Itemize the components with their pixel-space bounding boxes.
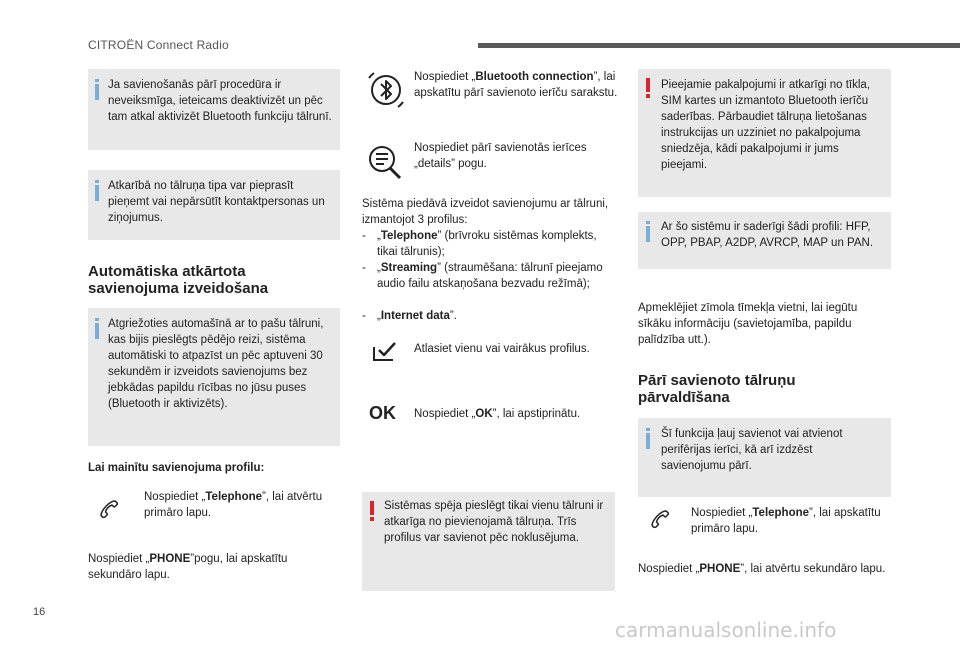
step-text: Nospiediet „ <box>144 491 206 503</box>
step-open-telephone-primary <box>691 505 891 537</box>
step-confirm-ok <box>414 406 614 422</box>
note-compatible-profiles: Ar šo sistēmu ir saderīgi šādi profili: HFP, OPP, PBAP, A2DP, AVRCP, MAP un PAN. <box>661 221 874 249</box>
warning-icon <box>646 78 650 92</box>
bluetooth-icon <box>366 70 406 110</box>
checkbox-icon <box>371 338 401 364</box>
list-dash: - <box>362 310 366 322</box>
step-bluetooth-connection <box>414 69 618 101</box>
quote: „ <box>377 310 381 322</box>
step-phone-secondary <box>638 561 888 577</box>
profile-desc: ” (straumēšana: tālrunī pieejamo audio failu atskaņošana bezvadu režīmā); <box>377 262 603 290</box>
profile-name: Telephone <box>380 230 438 242</box>
warning-icon-dot <box>370 517 374 521</box>
header-rule <box>478 43 960 48</box>
list-dash: - <box>362 230 366 242</box>
step-text: Nospiediet „ <box>414 71 476 83</box>
note-pairing-failure: Ja savienošanās pārī procedūra ir neveiksmīga, ieteicams deaktivizēt un pēc tam atkal aktivizēt Bluetooth funkciju tālrunī. <box>108 79 332 123</box>
subheading-change-profile: Lai mainītu savienojuma profilu: <box>88 462 265 474</box>
info-icon-bar <box>95 84 99 100</box>
step-text: ”, lai apskatītu pārī savienoto ierīču sarakstu. <box>414 71 618 99</box>
warning-services: Pieejamie pakalpojumi ir atkarīgi no tīkla, SIM kartes un izmantoto Bluetooth ierīču saderības. Pārbaudiet tālruņa lietošanas instrukcijas un uzziniet no pakalpojuma sniedzēja, kādi pakalpojumi ir jums pieejami. <box>661 79 871 171</box>
profile-name: Streaming <box>380 262 438 274</box>
step-text: ”, lai apskatītu primāro lapu. <box>691 507 881 535</box>
step-select-profiles: Atlasiet vienu vai vairākus profilus. <box>414 343 590 355</box>
info-icon-bar <box>646 433 650 449</box>
step-text: Nospiediet „ <box>691 507 753 519</box>
info-icon-bar <box>95 185 99 201</box>
profile-name: Internet data <box>380 310 450 322</box>
step-text: Nospiediet „ <box>414 408 476 420</box>
running-header-title: CITROËN Connect Radio <box>88 38 229 52</box>
telephone-icon <box>648 506 674 532</box>
list-dash: - <box>362 262 366 274</box>
section-heading-auto-reconnect: Automātiska atkārtota savienojuma izveidošana <box>88 263 269 297</box>
telephone-button-label: Telephone <box>752 507 810 519</box>
step-open-telephone <box>144 489 344 521</box>
list-item-text <box>377 228 617 260</box>
quote: „ <box>377 262 381 274</box>
ok-button-label: OK <box>475 408 493 420</box>
note-contacts: Atkarībā no tālruņa tipa var pieprasīt pieņemt vai nepārsūtīt kontaktpersonas un ziņojumus. <box>108 180 325 224</box>
step-details: Nospiediet pārī savienotās ierīces „details” pogu. <box>414 142 587 170</box>
note-auto-reconnect: Atgriežoties automašīnā ar to pašu tālruni, kas bijis pieslēgts pēdējo reizi, sistēma automātiski to atpazīst un pēc aptuveni 30 sekundēm ir izveidots savienojums bez jebkādas papildu rīcības no jūsu puses (Bluetooth ir aktivizēts). <box>108 318 324 410</box>
profile-desc: ” (brīvroku sistēmas komplekts, tikai tālrunis); <box>377 230 597 258</box>
details-icon <box>366 141 408 181</box>
page-number: 16 <box>33 606 46 618</box>
info-icon <box>646 221 650 224</box>
warning-icon <box>370 501 374 515</box>
bluetooth-connection-label: Bluetooth connection <box>475 71 594 83</box>
info-icon-bar <box>95 323 99 339</box>
ok-icon: OK <box>369 403 396 423</box>
info-icon <box>646 428 650 431</box>
note-manage-paired: Šī funkcija ļauj savienot vai atvienot perifērijas ierīci, kā arī izdzēst savienojumu pārī. <box>661 428 843 472</box>
warning-single-phone: Sistēmas spēja pieslēgt tikai vienu tālruni ir atkarīga no pievienojamā tālruņa. Trīs profilus var savienot pēc noklusējuma. <box>384 500 604 544</box>
watermark: carmanualsonline.info <box>615 618 837 642</box>
info-icon <box>95 180 99 183</box>
section-heading-manage-paired: Pārī savienoto tālruņu pārvaldīšana <box>638 372 796 406</box>
brand-website-paragraph: Apmeklējiet zīmola tīmekļa vietni, lai iegūtu sīkāku informāciju (savietojamība, papildu palīdzība utt.). <box>638 302 858 346</box>
info-icon <box>95 318 99 321</box>
phone-button-label: PHONE <box>149 553 191 565</box>
info-icon <box>95 79 99 82</box>
step-text: Nospiediet „ <box>638 563 700 575</box>
step-text: ”, lai atvērtu primāro lapu. <box>144 491 323 519</box>
quote: „ <box>377 230 381 242</box>
info-icon-bar <box>646 226 650 242</box>
step-text: ”pogu, lai apskatītu sekundāro lapu. <box>88 553 288 581</box>
phone-button-label: PHONE <box>699 563 741 575</box>
telephone-button-label: Telephone <box>205 491 263 503</box>
step-text: Nospiediet „ <box>88 553 150 565</box>
warning-icon-dot <box>646 94 650 98</box>
list-item-text <box>377 260 617 292</box>
step-text: ”, lai apstiprinātu. <box>492 408 581 420</box>
step-text: ”, lai atvērtu sekundāro lapu. <box>740 563 886 575</box>
step-phone-secondary <box>88 551 338 583</box>
list-item-text <box>377 308 617 324</box>
profiles-intro: Sistēma piedāvā izveidot savienojumu ar tālruni, izmantojot 3 profilus: <box>362 198 609 226</box>
telephone-icon <box>97 496 123 522</box>
profile-desc: ”. <box>449 310 457 322</box>
